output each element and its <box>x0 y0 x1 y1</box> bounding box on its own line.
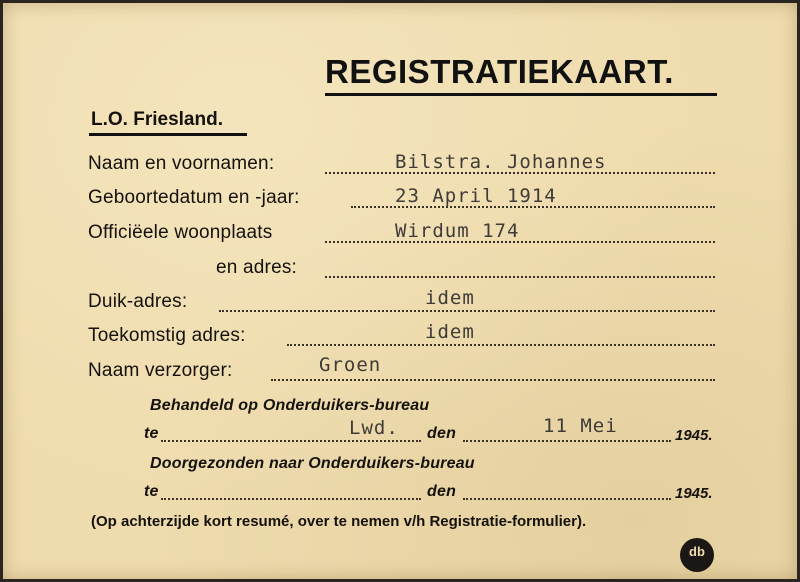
field-verzorger <box>3 354 797 386</box>
doorgezonden-te-dotted-line <box>161 498 421 500</box>
toekomstig-dotted-line <box>287 344 715 346</box>
toekomstig-label: Toekomstig adres: <box>88 325 246 346</box>
doorgezonden-heading: Doorgezonden naar Onderduikers-bureau <box>150 455 475 472</box>
organisation-underline <box>89 133 247 136</box>
behandeld-den-dotted-line <box>463 440 671 442</box>
registration-card <box>3 3 797 579</box>
woonplaats-value: Wirdum 174 <box>395 220 520 242</box>
geboorte-value: 23 April 1914 <box>395 185 557 207</box>
card-title: REGISTRATIEKAART. <box>325 53 674 90</box>
organisation-name: L.O. Friesland. <box>91 109 223 130</box>
stamp-text: db <box>689 544 705 559</box>
duik-value: idem <box>425 287 475 309</box>
behandeld-te-dotted-line <box>161 440 421 442</box>
behandeld-heading: Behandeld op Onderduikers-bureau <box>150 397 430 414</box>
behandeld-year: 1945. <box>675 427 713 444</box>
field-naam <box>3 153 797 179</box>
behandeld-den-value: 11 Mei <box>543 415 618 437</box>
adres-dotted-line <box>325 276 715 278</box>
doorgezonden-den-dotted-line <box>463 498 671 500</box>
footer-note: (Op achterzijde kort resumé, over te nemen v/h Registratie-formulier). <box>91 513 587 530</box>
doorgezonden-den-label: den <box>427 483 457 500</box>
db-stamp-logo <box>680 538 714 572</box>
woonplaats-label: Officiëele woonplaats <box>88 222 273 243</box>
adres-label: en adres: <box>216 257 298 278</box>
field-duik-adres <box>3 287 797 317</box>
field-adres <box>3 257 797 283</box>
duik-label: Duik-adres: <box>88 291 188 312</box>
field-woonplaats <box>3 222 797 248</box>
doorgezonden-row <box>3 483 797 509</box>
doorgezonden-year: 1945. <box>675 485 713 502</box>
field-toekomstig-adres <box>3 321 797 351</box>
toekomstig-value: idem <box>425 321 475 343</box>
verzorger-label: Naam verzorger: <box>88 360 233 381</box>
doorgezonden-te-label: te <box>144 483 159 500</box>
naam-label: Naam en voornamen: <box>88 153 275 174</box>
verzorger-dotted-line <box>271 379 715 381</box>
naam-value: Bilstra. Johannes <box>395 151 607 173</box>
behandeld-te-value: Lwd. <box>349 417 399 439</box>
geboorte-label: Geboortedatum en -jaar: <box>88 187 300 208</box>
duik-dotted-line <box>219 310 715 312</box>
behandeld-row <box>3 415 797 451</box>
field-geboortedatum <box>3 187 797 213</box>
behandeld-te-label: te <box>144 425 159 442</box>
verzorger-value: Groen <box>319 354 382 376</box>
woonplaats-dotted-line <box>325 241 715 243</box>
behandeld-den-label: den <box>427 425 457 442</box>
title-underline <box>325 93 717 96</box>
